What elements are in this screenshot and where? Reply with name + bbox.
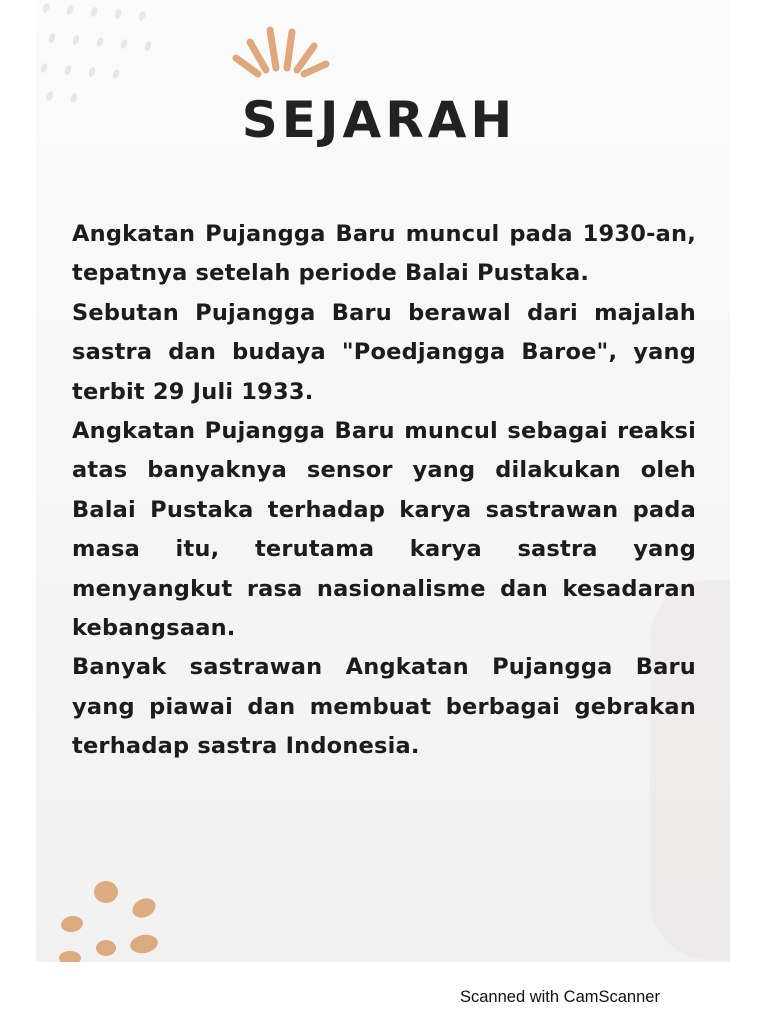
sunburst-icon: [232, 22, 332, 82]
scanner-watermark: Scanned with CamScanner: [460, 988, 660, 1006]
paragraph: Banyak sastrawan Angkatan Pujangga Baru yang piawai dan membuat berbagai gebrakan terhadap sastra Indonesia.: [72, 654, 696, 760]
document-body: [72, 215, 696, 767]
dots-icon: [56, 878, 176, 962]
paragraph: Angkatan Pujangga Baru muncul pada 1930-an, tepatnya setelah periode Balai Pustaka.: [72, 221, 696, 287]
paragraph: Angkatan Pujangga Baru muncul sebagai reaksi atas banyaknya sensor yang dilakukan oleh Balai Pustaka terhadap karya sastrawan pada masa itu, terutama karya sastra yang menyangkut rasa nasionalisme dan kesadaran kebangsaan.: [72, 418, 696, 642]
document-sheet: [36, 0, 730, 962]
page-title: SEJARAH: [241, 91, 517, 149]
paragraph: Sebutan Pujangga Baru berawal dari majalah sastra dan budaya "Poedjangga Baroe", yang terbit 29 Juli 1933.: [72, 299, 696, 405]
